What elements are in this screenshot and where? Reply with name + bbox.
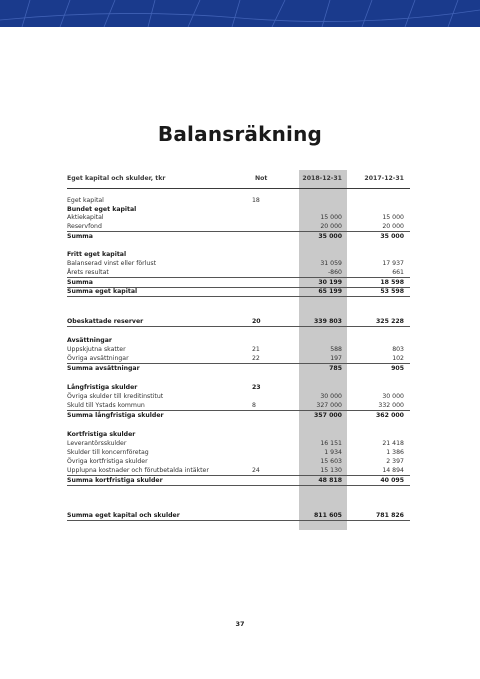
row-value-2017: 102 [392, 355, 404, 362]
table-row [67, 383, 410, 392]
row-label: Eget kapital [67, 197, 104, 204]
row-note: 24 [252, 467, 260, 474]
table-row [67, 268, 410, 278]
row-label: Summa eget kapital [67, 288, 138, 295]
row-label: Summa [67, 232, 93, 240]
row-value-2018: 588 [330, 346, 342, 353]
header-col-2017: 2017-12-31 [364, 175, 404, 182]
row-label: Skulder till koncernföretag [67, 449, 149, 456]
header-label: Eget kapital och skulder, tkr [67, 175, 166, 182]
row-value-2017: 661 [392, 269, 404, 276]
row-label: Summa [67, 278, 93, 286]
row-value-2017: 332 000 [378, 402, 404, 409]
header-banner [0, 0, 480, 27]
row-value-2018: 20 000 [320, 223, 342, 230]
row-value-2017: 40 095 [380, 476, 404, 484]
row-value-2018: 35 000 [318, 232, 342, 240]
row-value-2018: 197 [330, 355, 342, 362]
row-note: 20 [252, 317, 261, 325]
table-row [67, 259, 410, 268]
header-note: Not [255, 175, 268, 182]
banner-pattern [0, 0, 480, 27]
row-value-2017: 14 894 [382, 467, 404, 474]
table-row [67, 511, 410, 521]
row-value-2017: 1 386 [386, 449, 404, 456]
row-value-2017: 53 598 [380, 288, 404, 295]
row-value-2017: 325 228 [376, 317, 404, 325]
row-note: 8 [252, 402, 256, 409]
row-label: Obeskattade reserver [67, 317, 144, 325]
row-label: Avsättningar [67, 337, 112, 344]
row-label: Uppskjutna skatter [67, 346, 126, 353]
row-value-2018: 30 199 [318, 278, 342, 286]
row-value-2017: 15 000 [382, 214, 404, 221]
row-value-2017: 35 000 [380, 232, 404, 240]
row-value-2018: 785 [329, 364, 342, 372]
row-value-2017: 362 000 [376, 411, 404, 419]
table-row [67, 457, 410, 466]
row-value-2018: 15 000 [320, 214, 342, 221]
row-value-2018: 65 199 [318, 288, 342, 295]
row-value-2018: 30 000 [320, 393, 342, 400]
row-label: Bundet eget kapital [67, 205, 137, 213]
header-col-2018: 2018-12-31 [302, 175, 342, 182]
row-value-2017: 17 937 [382, 260, 404, 267]
table-row [67, 476, 410, 486]
table-row [67, 287, 410, 297]
row-label: Summa avsättningar [67, 364, 140, 372]
row-value-2017: 905 [391, 364, 404, 372]
table-row [67, 466, 410, 476]
row-value-2018: 339 803 [314, 317, 342, 325]
row-label: Summa eget kapital och skulder [67, 512, 180, 519]
row-value-2017: 2 397 [386, 458, 404, 465]
row-label: Leverantörsskulder [67, 440, 127, 447]
table-row [67, 392, 410, 401]
row-value-2018: 15 130 [320, 467, 342, 474]
row-label: Summa kortfristiga skulder [67, 476, 163, 484]
page-number: 37 [235, 620, 245, 628]
row-label: Årets resultat [67, 269, 109, 276]
row-label: Upplupna kostnader och förutbetalda intäkter [67, 467, 209, 474]
table-row [67, 401, 410, 411]
row-label: Övriga skulder till kreditinstitut [67, 393, 164, 400]
table-row [67, 411, 410, 420]
row-value-2018: 31 059 [320, 260, 342, 267]
row-value-2018: 357 000 [314, 411, 342, 419]
table-row [67, 278, 410, 288]
row-value-2017: 30 000 [382, 393, 404, 400]
row-label: Kortfristiga skulder [67, 431, 136, 438]
row-value-2017: 20 000 [382, 223, 404, 230]
row-value-2018: 48 818 [318, 476, 342, 484]
page-title: Balansräkning [157, 122, 323, 146]
table-row [67, 439, 410, 448]
row-note: 22 [252, 355, 260, 362]
row-value-2018: 15 603 [320, 458, 342, 465]
table-row [67, 364, 410, 373]
table-row [67, 232, 410, 241]
row-label: Aktiekapital [67, 214, 104, 221]
table-row [67, 448, 410, 457]
row-note: 21 [252, 346, 260, 353]
row-label: Summa långfristiga skulder [67, 411, 164, 419]
row-value-2017: 803 [392, 346, 404, 353]
row-label: Fritt eget kapital [67, 251, 127, 258]
table-row [67, 222, 410, 232]
table-row [67, 354, 410, 364]
table-row [67, 336, 410, 345]
row-label: Balanserad vinst eller förlust [67, 260, 157, 267]
table-row [67, 213, 410, 222]
table-header [67, 173, 410, 186]
row-value-2018: 327 000 [316, 402, 342, 409]
row-label: Skuld till Ystads kommun [67, 402, 145, 409]
row-value-2017: 21 418 [382, 440, 404, 447]
row-value-2017: 781 826 [376, 512, 404, 519]
row-value-2017: 18 598 [380, 278, 404, 286]
row-note: 18 [252, 197, 260, 204]
table-row [67, 317, 410, 327]
row-label: Övriga avsättningar [67, 355, 129, 362]
row-note: 23 [252, 384, 261, 391]
table-row [67, 250, 410, 259]
row-value-2018: 811 605 [314, 512, 342, 519]
table-row [67, 430, 410, 439]
row-value-2018: 1 934 [324, 449, 342, 456]
row-label: Långfristiga skulder [67, 384, 138, 391]
header-divider [67, 188, 410, 189]
table-row [67, 345, 410, 354]
row-label: Reservfond [67, 223, 102, 230]
row-value-2018: 16 151 [320, 440, 342, 447]
row-value-2018: -860 [327, 269, 342, 276]
row-label: Övriga kortfristiga skulder [67, 458, 148, 465]
